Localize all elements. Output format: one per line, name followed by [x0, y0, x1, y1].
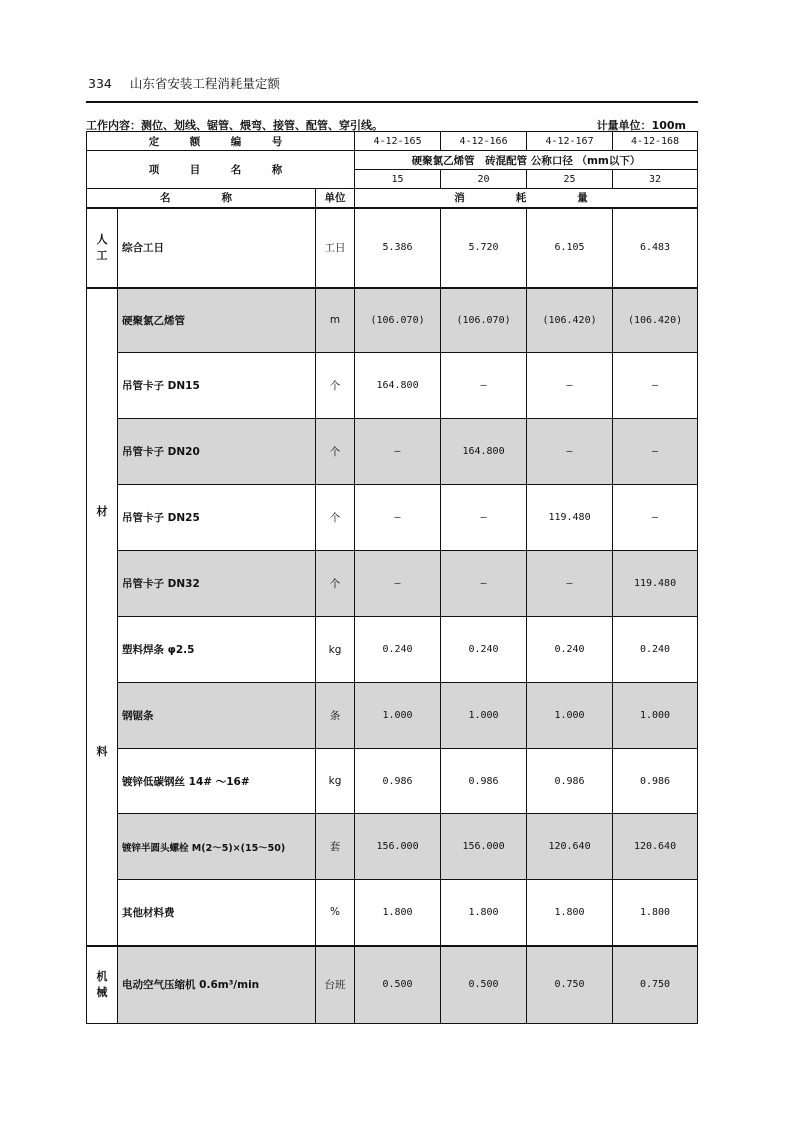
item-unit: 个	[316, 419, 355, 485]
item-value: 0.750	[613, 946, 698, 1024]
work-content-label: 工作内容：	[86, 119, 141, 132]
item-name: 钢锯条	[118, 683, 316, 749]
item-unit: kg	[316, 617, 355, 683]
quota-code: 4-12-166	[441, 132, 527, 151]
item-value: —	[441, 353, 527, 419]
column-header-row	[87, 189, 698, 208]
item-value: 1.000	[613, 683, 698, 749]
category-material-top: 材	[96, 505, 108, 518]
item-value: 0.240	[441, 617, 527, 683]
item-value: —	[613, 419, 698, 485]
col-unit-header: 单位	[316, 189, 355, 208]
item-value: 6.483	[613, 208, 698, 288]
item-unit: 台班	[316, 946, 355, 1024]
item-value: 0.240	[527, 617, 613, 683]
item-value: 1.000	[527, 683, 613, 749]
quota-code: 4-12-168	[613, 132, 698, 151]
item-value: 1.800	[441, 880, 527, 946]
item-value: 164.800	[355, 353, 441, 419]
item-unit: 个	[316, 353, 355, 419]
item-unit: kg	[316, 749, 355, 814]
item-value: 5.386	[355, 208, 441, 288]
material-row	[87, 419, 698, 485]
item-value: (106.420)	[527, 288, 613, 353]
item-name: 电动空气压缩机 0.6m³/min	[118, 946, 316, 1024]
item-value: 156.000	[441, 814, 527, 880]
quota-code: 4-12-167	[527, 132, 613, 151]
item-value: —	[527, 419, 613, 485]
header-rule	[86, 101, 698, 103]
page-header	[88, 74, 698, 92]
item-value: 1.800	[613, 880, 698, 946]
category-material-bottom: 料	[96, 745, 108, 758]
item-value: 6.105	[527, 208, 613, 288]
item-value: —	[613, 353, 698, 419]
item-unit: %	[316, 880, 355, 946]
labor-row	[87, 208, 698, 288]
col-name-header: 名 称	[87, 189, 316, 208]
item-value: 0.986	[613, 749, 698, 814]
diameter: 20	[441, 170, 527, 189]
material-row	[87, 814, 698, 880]
material-row	[87, 880, 698, 946]
item-value: 0.986	[441, 749, 527, 814]
item-value: 0.986	[355, 749, 441, 814]
item-value: 120.640	[613, 814, 698, 880]
item-name: 其他材料费	[118, 880, 316, 946]
quota-code-row	[87, 132, 698, 151]
item-value: 0.500	[355, 946, 441, 1024]
book-title: 山东省安装工程消耗量定额	[129, 76, 280, 91]
item-desc-row	[87, 151, 698, 170]
work-content-line	[86, 117, 698, 131]
item-value: 119.480	[613, 551, 698, 617]
item-value: 0.240	[355, 617, 441, 683]
item-value: —	[441, 485, 527, 551]
item-name: 镀锌半圆头螺栓 M(2～5)×(15～50)	[118, 814, 316, 880]
material-row	[87, 749, 698, 814]
item-value: 0.750	[527, 946, 613, 1024]
item-name: 吊管卡子 DN20	[118, 419, 316, 485]
item-value: 164.800	[441, 419, 527, 485]
item-value: 0.500	[441, 946, 527, 1024]
item-name: 塑料焊条 φ2.5	[118, 617, 316, 683]
item-value: 1.000	[355, 683, 441, 749]
item-name: 镀锌低碳钢丝 14# ～16#	[118, 749, 316, 814]
category-labor: 人工	[87, 208, 118, 288]
quota-table	[86, 131, 698, 1024]
material-row	[87, 353, 698, 419]
material-row	[87, 683, 698, 749]
col-consumption-header: 消 耗 量	[355, 189, 698, 208]
item-value: —	[527, 353, 613, 419]
item-value: —	[355, 485, 441, 551]
item-name: 综合工日	[118, 208, 316, 288]
item-value: 119.480	[527, 485, 613, 551]
diameter: 25	[527, 170, 613, 189]
item-value: 120.640	[527, 814, 613, 880]
item-value: 1.800	[355, 880, 441, 946]
material-row	[87, 551, 698, 617]
material-row	[87, 288, 698, 353]
item-unit: 个	[316, 485, 355, 551]
material-row	[87, 617, 698, 683]
item-value: —	[355, 419, 441, 485]
item-value: —	[613, 485, 698, 551]
page-number: 334	[88, 76, 112, 91]
quota-code: 4-12-165	[355, 132, 441, 151]
item-value: —	[527, 551, 613, 617]
item-name: 吊管卡子 DN25	[118, 485, 316, 551]
item-name: 吊管卡子 DN15	[118, 353, 316, 419]
item-value: (106.420)	[613, 288, 698, 353]
quota-no-label: 定 额 编 号	[87, 132, 355, 151]
material-row	[87, 485, 698, 551]
item-value: 5.720	[441, 208, 527, 288]
project-name-label: 项 目 名 称	[87, 151, 355, 189]
category-material	[87, 288, 118, 946]
unit-label: 计量单位：	[596, 119, 652, 132]
item-value: 1.800	[527, 880, 613, 946]
item-name: 硬聚氯乙烯管	[118, 288, 316, 353]
item-value: 0.986	[527, 749, 613, 814]
item-value: —	[441, 551, 527, 617]
machine-row	[87, 946, 698, 1024]
category-machine: 机械	[87, 946, 118, 1024]
item-name: 吊管卡子 DN32	[118, 551, 316, 617]
unit-value: 100m	[651, 119, 686, 132]
item-value: —	[355, 551, 441, 617]
diameter: 32	[613, 170, 698, 189]
item-value: (106.070)	[441, 288, 527, 353]
item-value: 1.000	[441, 683, 527, 749]
work-content: 测位、划线、锯管、煨弯、接管、配管、穿引线。	[141, 119, 383, 132]
item-value: (106.070)	[355, 288, 441, 353]
item-value: 156.000	[355, 814, 441, 880]
item-unit: 工日	[316, 208, 355, 288]
item-unit: 条	[316, 683, 355, 749]
diameter: 15	[355, 170, 441, 189]
item-unit: 套	[316, 814, 355, 880]
item-unit: 个	[316, 551, 355, 617]
item-value: 0.240	[613, 617, 698, 683]
item-unit: m	[316, 288, 355, 353]
item-description: 硬聚氯乙烯管 砖混配管 公称口径 （mm以下）	[355, 151, 698, 170]
